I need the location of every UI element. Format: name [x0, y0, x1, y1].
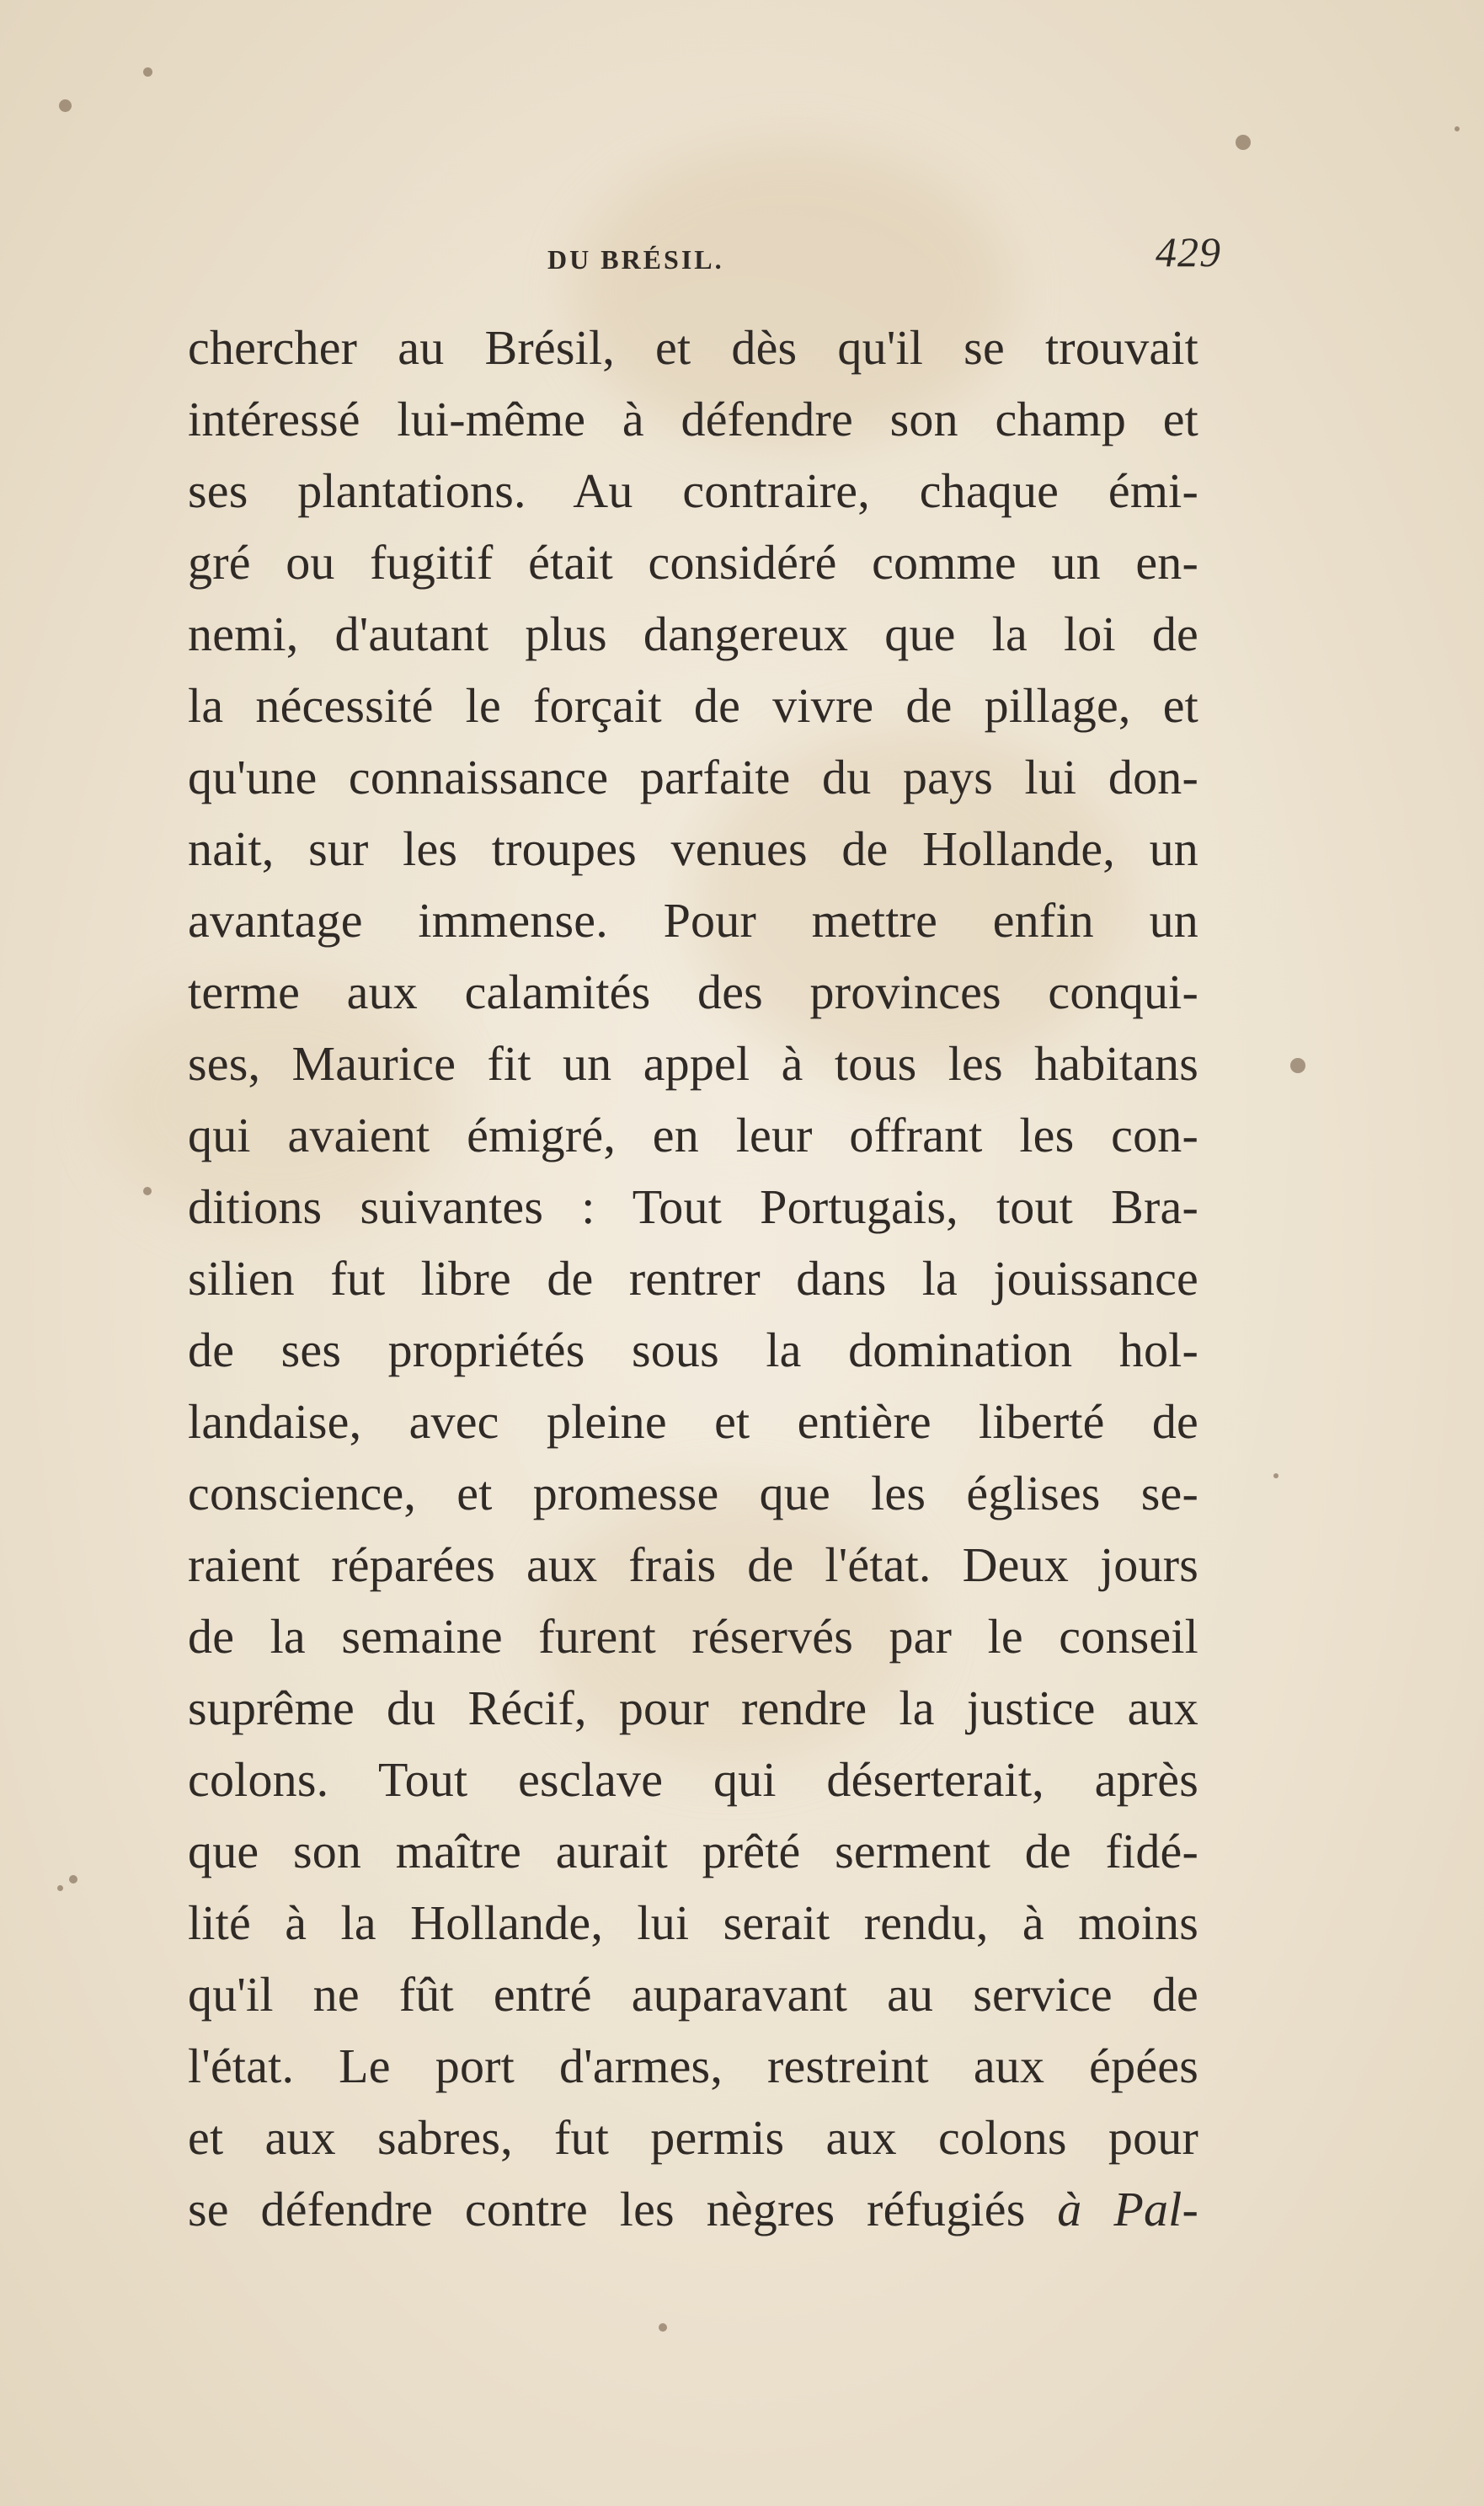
- text-line: colons. Tout esclave qui déserterait, après: [188, 1752, 1198, 1807]
- paper-speck: [1273, 1473, 1278, 1478]
- text-line: suprême du Récif, pour rendre la justice aux: [188, 1680, 1198, 1735]
- text-line: gré ou fugitif était considéré comme un en-: [188, 535, 1198, 590]
- paper-speck: [143, 67, 152, 77]
- text-line: ses plantations. Au contraire, chaque émi-: [188, 463, 1198, 518]
- text-line: nemi, d'autant plus dangereux que la loi de: [188, 606, 1198, 661]
- paper-speck: [59, 99, 72, 112]
- text-line: silien fut libre de rentrer dans la jouissance: [188, 1251, 1198, 1306]
- text-line: que son maître aurait prêté serment de fidé-: [188, 1824, 1198, 1878]
- text-line: terme aux calamités des provinces conqui-: [188, 964, 1198, 1019]
- text-line: conscience, et promesse que les églises se-: [188, 1466, 1198, 1520]
- text-line: landaise, avec pleine et entière liberté de: [188, 1394, 1198, 1449]
- text-line: qu'une connaissance parfaite du pays lui don-: [188, 750, 1198, 804]
- text-line: raient réparées aux frais de l'état. Deux jours: [188, 1537, 1198, 1592]
- last-line-main-text: se défendre contre les nègres réfugiés: [188, 2182, 1058, 2236]
- paper-speck: [1455, 126, 1460, 131]
- text-line: de la semaine furent réservés par le conseil: [188, 1609, 1198, 1664]
- text-line: de ses propriétés sous la domination hol-: [188, 1322, 1198, 1377]
- paper-speck: [143, 1187, 152, 1195]
- text-line: ses, Maurice fit un appel à tous les habitans: [188, 1036, 1198, 1091]
- text-line: lité à la Hollande, lui serait rendu, à moins: [188, 1895, 1198, 1950]
- text-line: qui avaient émigré, en leur offrant les con-: [188, 1108, 1198, 1162]
- paper-speck: [1290, 1058, 1305, 1073]
- text-line: l'état. Le port d'armes, restreint aux épées: [188, 2038, 1198, 2093]
- text-line: la nécessité le forçait de vivre de pillage, et: [188, 678, 1198, 733]
- paper-speck: [57, 1885, 63, 1891]
- text-line: intéressé lui-même à défendre son champ et: [188, 392, 1198, 446]
- text-line: ditions suivantes : Tout Portugais, tout Bra-: [188, 1179, 1198, 1234]
- main-text-block: [188, 312, 1198, 2245]
- last-line-italic-text: à Pal-: [1057, 2182, 1198, 2236]
- page-header: [531, 228, 1221, 290]
- text-line-last: [188, 2173, 1198, 2245]
- text-line: nait, sur les troupes venues de Hollande, un: [188, 821, 1198, 876]
- paper-speck: [1236, 135, 1251, 150]
- running-head: DU BRÉSIL.: [547, 244, 724, 275]
- paper-speck: [69, 1875, 77, 1884]
- text-line: et aux sabres, fut permis aux colons pour: [188, 2110, 1198, 2165]
- text-line: avantage immense. Pour mettre enfin un: [188, 893, 1198, 948]
- page-number: 429: [1156, 228, 1221, 275]
- text-line: chercher au Brésil, et dès qu'il se trouvait: [188, 320, 1198, 375]
- text-line: qu'il ne fût entré auparavant au service de: [188, 1967, 1198, 2022]
- paper-speck: [659, 2323, 667, 2332]
